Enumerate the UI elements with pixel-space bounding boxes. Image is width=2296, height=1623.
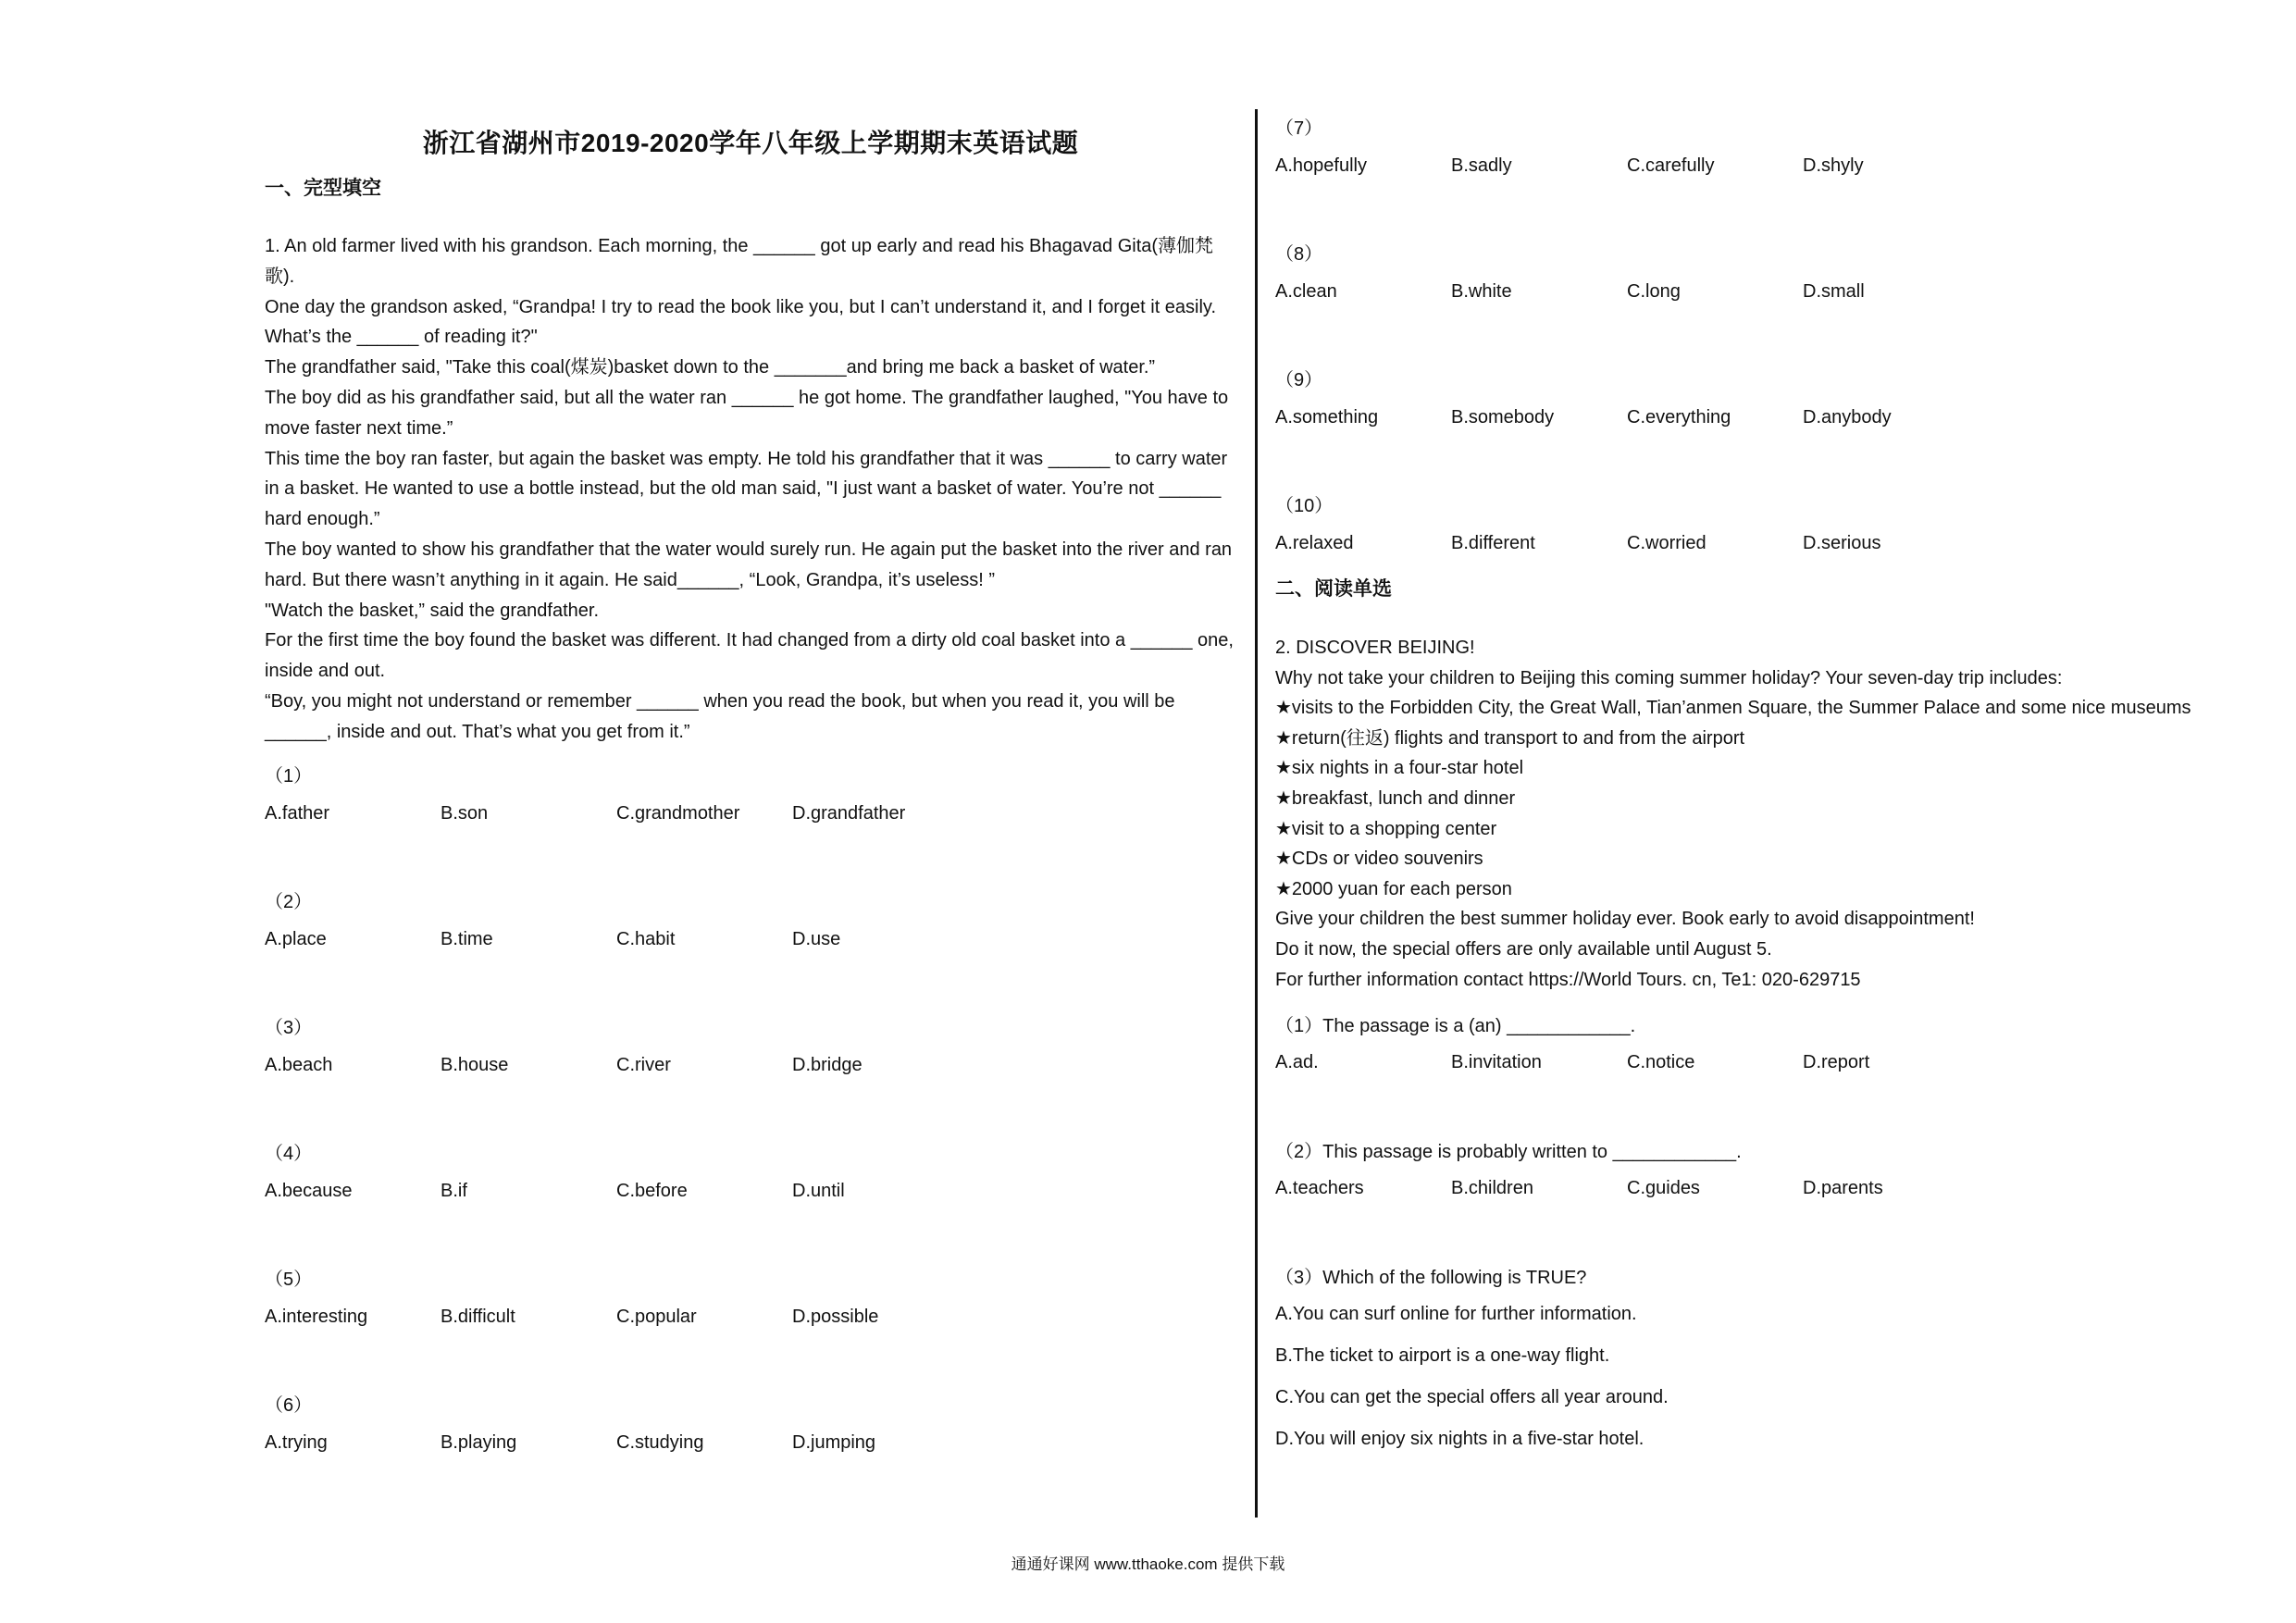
passage-line: Give your children the best summer holiday ever. Book early to avoid disappointment! [1275,909,1975,930]
question-number: （1） [265,766,313,787]
question-stem: （1）The passage is a (an) ____________. [1275,1016,1636,1036]
option-b: B.difficult [441,1307,515,1327]
option-row [1275,407,2201,435]
option-c: C.habit [616,929,676,949]
option-a: A.interesting [265,1307,368,1327]
question-number: （8） [1275,244,1323,265]
passage-line: ★visit to a shopping center [1275,818,1497,839]
option-c: C.everything [1627,407,1731,427]
option-a: A.trying [265,1432,328,1453]
option-d: D.shyly [1803,155,1864,176]
option-a: A.something [1275,407,1379,427]
option-b: B.different [1451,533,1535,553]
option-c: C.You can get the special offers all year around. [1275,1387,1669,1407]
section-heading-cloze: 一、完型填空 [265,178,381,199]
option-b: B.somebody [1451,407,1555,427]
passage-line: ★return(往返) flights and transport to and from the airport [1275,727,1745,749]
option-row [265,1181,1190,1208]
passage-line: Why not take your children to Beijing this coming summer holiday? Your seven-day trip includes: [1275,667,2063,688]
option-a: A.father [265,803,330,824]
passage-line: ★six nights in a four-star hotel [1275,758,1524,779]
passage-paragraph: 1. An old farmer lived with his grandson. Each morning, the ______ got up early and read his Bhagavad Gita(薄伽梵歌). [265,236,1214,287]
option-b: B.son [441,803,489,824]
page-title: 浙江省湖州市2019-2020学年八年级上学期期末英语试题 [422,129,1079,157]
option-a: A.place [265,929,327,949]
option-row [265,929,1190,957]
option-a: A.beach [265,1055,333,1075]
passage-paragraph: This time the boy ran faster, but again the basket was empty. He told his grandfather that it was ______ to carry water in a basket. He wanted to use a bottle instead, but the old man said, "I just want a basket of water. You’re not ______ hard enough.” [265,448,1228,530]
option-b: B.white [1451,281,1512,302]
option-d: D.small [1803,281,1865,302]
option-d: D.anybody [1803,407,1892,427]
option-row [1275,155,2201,183]
option-a: A.relaxed [1275,533,1354,553]
option-c: C.carefully [1627,155,1715,176]
option-row [265,1055,1190,1083]
passage-line: ★breakfast, lunch and dinner [1275,787,1516,809]
option-d: D.grandfather [792,803,906,824]
section-heading-reading: 二、阅读单选 [1275,578,1392,600]
option-a: A.teachers [1275,1178,1364,1198]
option-row [1275,281,2201,309]
passage-paragraph: The boy wanted to show his grandfather that the water would surely run. He again put the basket into the river and ran hard. But there wasn’t anything in it again. He said______, “Look, Grandpa, it’s useless! ” [265,539,1233,590]
option-c: C.long [1627,281,1681,302]
option-d: D.serious [1803,533,1881,553]
option-b: B.if [441,1181,467,1201]
option-d: D.use [792,929,841,949]
option-d: D.jumping [792,1432,876,1453]
option-row [265,803,1190,831]
column-divider [1255,109,1258,1518]
passage-line: ★2000 yuan for each person [1275,878,1512,899]
question-number: （10） [1275,496,1334,516]
passage-line: ★visits to the Forbidden City, the Great Wall, Tian’anmen Square, the Summer Palace and some nice museums [1275,698,2191,719]
passage-line: ★CDs or video souvenirs [1275,849,1483,870]
option-b: B.sadly [1451,155,1512,176]
question-number: （4） [265,1144,313,1164]
question-number: （5） [265,1270,313,1290]
passage-paragraph: The boy did as his grandfather said, but all the water ran ______ he got home. The grandfather laughed, "You have to move faster next time.” [265,387,1229,439]
option-d: D.parents [1803,1178,1883,1198]
option-row [1275,1178,2201,1206]
option-c: C.river [616,1055,671,1075]
passage-paragraph: One day the grandson asked, “Grandpa! I try to read the book like you, but I can’t understand it, and I forget it easily. What’s the ______ of reading it?" [265,296,1217,348]
question-stem: （2）This passage is probably written to ____________. [1275,1142,1742,1162]
option-c: C.popular [616,1307,697,1327]
option-d: D.possible [792,1307,879,1327]
option-d: D.until [792,1181,845,1201]
option-a: A.clean [1275,281,1337,302]
passage-line: 2. DISCOVER BEIJING! [1275,638,1475,658]
passage-paragraph: “Boy, you might not understand or remember ______ when you read the book, but when you read it, you will be ______, inside and out. That’s what you get from it.” [265,690,1175,742]
passage-paragraph: The grandfather said, "Take this coal(煤炭)basket down to the _______and bring me back a basket of water.” [265,357,1156,378]
question-number: （9） [1275,370,1323,390]
passage-paragraph: "Watch the basket,” said the grandfather. [265,600,600,621]
option-b: B.invitation [1451,1052,1542,1072]
option-row [1275,533,2201,561]
option-c: C.notice [1627,1052,1695,1072]
option-a: A.You can surf online for further information. [1275,1304,1637,1324]
option-c: C.before [616,1181,688,1201]
option-c: C.grandmother [616,803,740,824]
footer-credit: 通通好课网 www.tthaoke.com 提供下载 [1011,1555,1285,1573]
question-number: （2） [265,892,313,912]
option-row [265,1432,1190,1460]
option-a: A.because [265,1181,353,1201]
option-d: D.You will enjoy six nights in a five-star hotel. [1275,1429,1644,1449]
option-b: B.playing [441,1432,517,1453]
option-row [265,1307,1190,1334]
option-b: B.time [441,929,493,949]
question-number: （3） [265,1018,313,1038]
option-b: B.children [1451,1178,1533,1198]
option-c: C.worried [1627,533,1706,553]
option-b: B.The ticket to airport is a one-way flight. [1275,1345,1610,1366]
option-a: A.hopefully [1275,155,1367,176]
option-d: D.bridge [792,1055,863,1075]
option-c: C.guides [1627,1178,1700,1198]
passage-paragraph: For the first time the boy found the basket was different. It had changed from a dirty old coal basket into a ______ one, inside and out. [265,630,1234,682]
option-a: A.ad. [1275,1052,1319,1072]
option-row [1275,1052,2201,1080]
question-stem: （3）Which of the following is TRUE? [1275,1268,1587,1288]
passage-line: Do it now, the special offers are only available until August 5. [1275,938,1772,960]
passage-line: For further information contact https://World Tours. cn, Te1: 020-629715 [1275,969,1861,990]
option-d: D.report [1803,1052,1870,1072]
reading-passage [1275,633,2275,995]
cloze-passage [265,231,1236,748]
question-number: （6） [265,1395,313,1416]
option-c: C.studying [616,1432,704,1453]
question-number: （7） [1275,118,1323,139]
option-b: B.house [441,1055,509,1075]
